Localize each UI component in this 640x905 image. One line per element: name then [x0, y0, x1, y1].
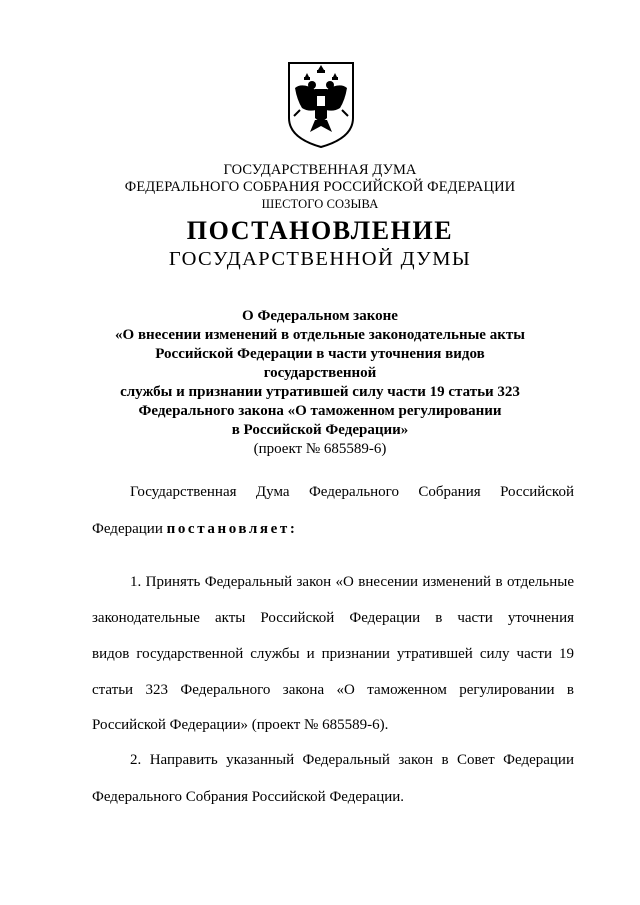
- preamble-line2: [92, 521, 574, 538]
- subject-line: Российской Федерации в части уточнения видов государственной: [155, 346, 485, 381]
- subject-line: Федерального закона «О таможенном регулировании: [138, 403, 502, 419]
- item1-line5: Российской Федерации» (проект № 685589-6).: [92, 717, 389, 733]
- item1-line3: видов государственной службы и признании утратившей силу части 19: [92, 646, 574, 662]
- document-subject: [100, 307, 540, 459]
- convocation-line: ШЕСТОГО СОЗЫВА: [261, 197, 379, 211]
- item1-line4: статьи 323 Федерального закона «О таможенном регулировании в: [92, 682, 574, 698]
- preamble-line1: Государственная Дума Федерального Собрания Российской: [130, 484, 574, 500]
- subject-line: службы и признании утратившей силу части 19 статьи 323: [120, 384, 520, 400]
- project-number: (проект № 685589-6): [253, 441, 387, 457]
- document-issuer-subtitle: ГОСУДАРСТВЕННОЙ ДУМЫ: [168, 248, 472, 270]
- subject-line: О Федеральном законе: [242, 308, 398, 324]
- resolution-verb: постановляет:: [166, 521, 298, 537]
- item2-line1: 2. Направить указанный Федеральный закон в Совет Федерации: [130, 752, 574, 768]
- item1-line1: 1. Принять Федеральный закон «О внесении изменений в отдельные: [130, 574, 574, 590]
- org-name-line2: ФЕДЕРАЛЬНОГО СОБРАНИЯ РОССИЙСКОЙ ФЕДЕРАЦИИ: [124, 179, 516, 195]
- preamble-text: Федерации: [92, 521, 163, 537]
- document-type-title: ПОСТАНОВЛЕНИЕ: [186, 216, 454, 245]
- subject-line: «О внесении изменений в отдельные законодательные акты: [115, 327, 525, 343]
- org-name-line1: ГОСУДАРСТВЕННАЯ ДУМА: [223, 162, 417, 178]
- item1-line2: законодательные акты Российской Федерации в части уточнения: [92, 610, 574, 626]
- subject-line: в Российской Федерации»: [231, 422, 409, 438]
- state-emblem-icon: [286, 60, 356, 150]
- item2-line2: Федерального Собрания Российской Федерации.: [92, 789, 405, 805]
